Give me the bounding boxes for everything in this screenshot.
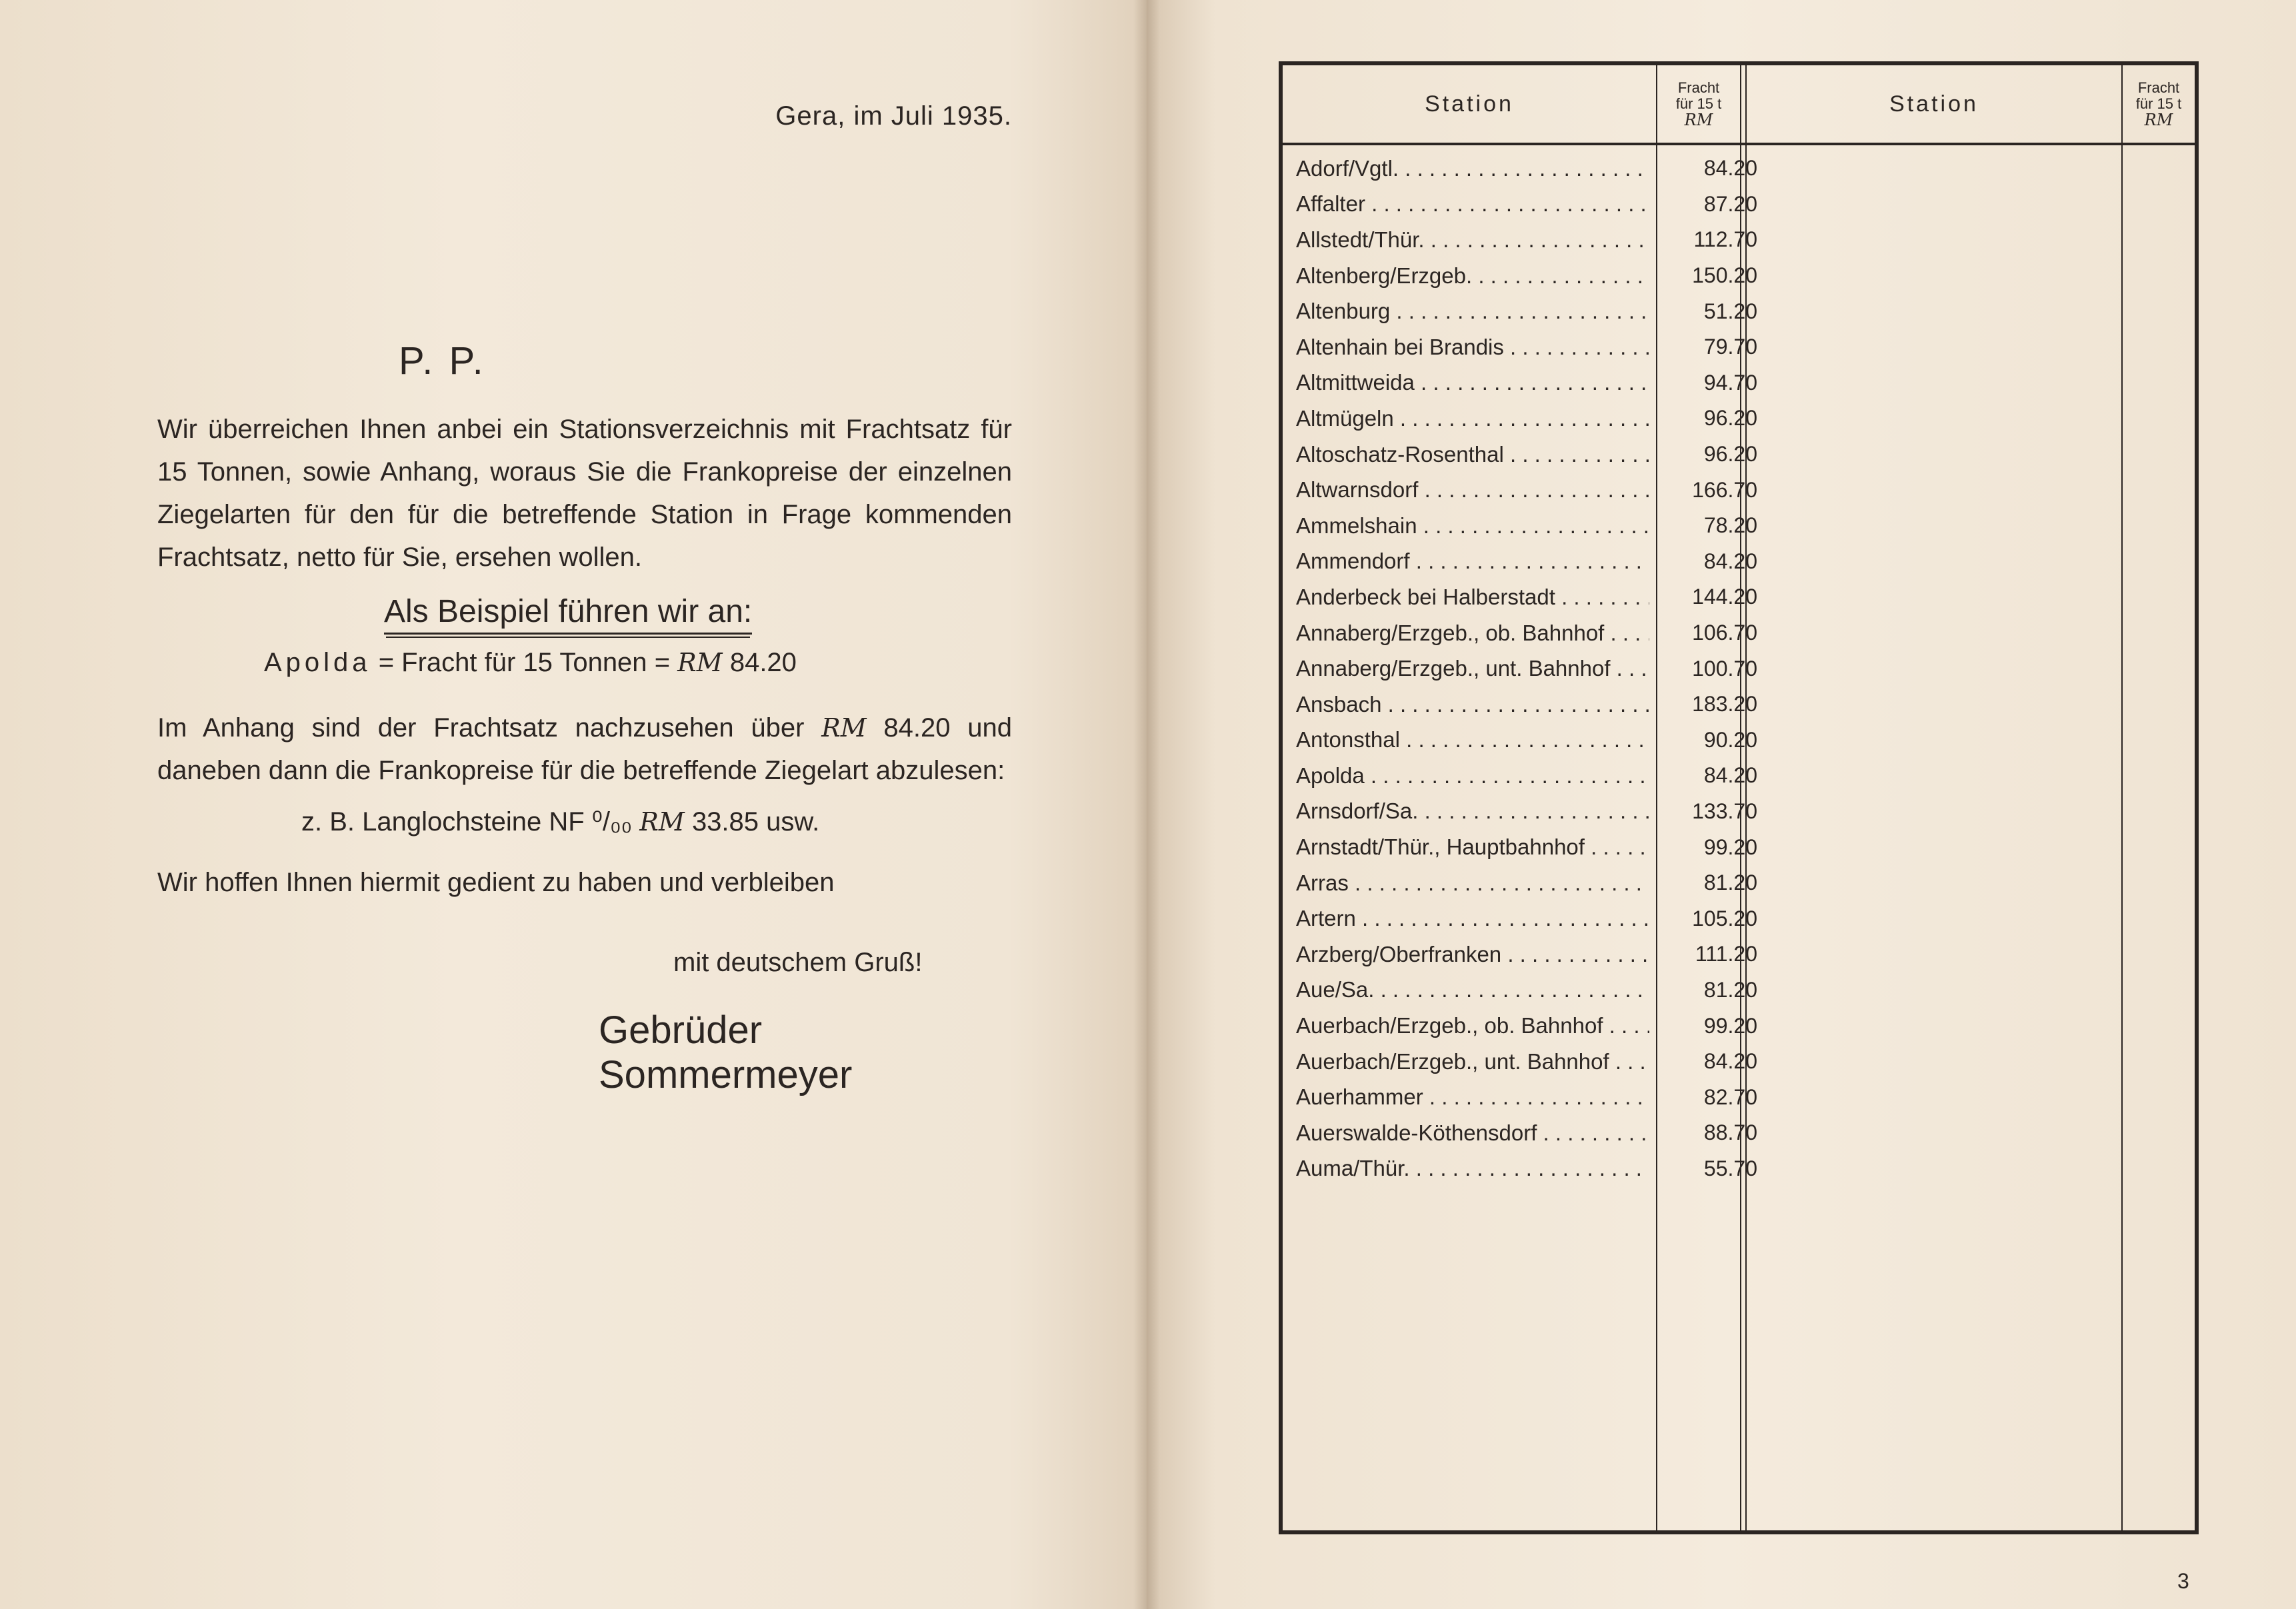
table-row <box>1287 794 1757 830</box>
freight-value: 183.20 <box>1692 692 1757 717</box>
salutation: P. P. <box>399 339 486 383</box>
closing-sentence: Wir hoffen Ihnen hiermit gedient zu haben und verbleiben <box>157 868 835 897</box>
station-name: Altoschatz-Rosenthal . . . <box>1287 442 1649 467</box>
book-gutter <box>1133 0 1160 1609</box>
station-name: Altenhain bei Brandis . . . <box>1287 335 1649 360</box>
header-freight-currency: RM <box>2144 111 2173 129</box>
freight-value: 105.20 <box>1692 906 1757 930</box>
station-name: Annaberg/Erzgeb., ob. Bahnhof . . . <box>1287 621 1649 646</box>
station-name: Apolda . . . <box>1287 763 1649 789</box>
station-name: Auma/Thür. . . . <box>1287 1156 1649 1181</box>
header-freight-left <box>1657 65 1740 143</box>
freight-value: 84.20 <box>1703 1049 1757 1074</box>
table-row <box>1287 472 1757 508</box>
freight-value: 90.20 <box>1703 727 1757 752</box>
station-name: Antonsthal . . . <box>1287 727 1649 753</box>
annex-text-1: Im Anhang sind der Frachtsatz nachzusehen über <box>157 713 805 743</box>
table-row <box>1287 936 1757 972</box>
page-number: 3 <box>2177 1569 2189 1593</box>
station-name: Artern . . . <box>1287 906 1649 931</box>
table-row <box>1287 293 1757 329</box>
header-station-left: Station <box>1425 91 1514 117</box>
freight-value: 88.70 <box>1703 1120 1757 1145</box>
table-row <box>1287 1151 1757 1187</box>
station-name: Auerbach/Erzgeb., unt. Bahnhof . . . <box>1287 1049 1649 1074</box>
example-heading-text: Als Beispiel führen wir an: <box>384 593 752 635</box>
table-row <box>1287 365 1757 401</box>
freight-value: 87.20 <box>1703 191 1757 216</box>
header-divider <box>1283 143 2195 145</box>
example-currency: RM <box>677 648 723 677</box>
table-row <box>1287 723 1757 759</box>
table-row <box>1287 437 1757 473</box>
freight-value: 78.20 <box>1703 513 1757 538</box>
table-row <box>1287 579 1757 615</box>
station-table <box>1279 61 2199 1534</box>
station-name: Allstedt/Thür. . . . <box>1287 227 1649 253</box>
greeting: mit deutschem Gruß! <box>673 948 923 977</box>
freight-value: 84.20 <box>1703 156 1757 181</box>
example-equals-1: = <box>378 648 395 677</box>
station-name: Arnstadt/Thür., Hauptbahnhof . . . <box>1287 834 1649 860</box>
table-row <box>1287 687 1757 723</box>
header-freight-line2: für 15 t <box>2135 95 2182 112</box>
example-text: Fracht für 15 Tonnen <box>401 648 647 677</box>
table-row <box>1287 615 1757 651</box>
table-body <box>1287 151 1757 1186</box>
freight-value: 94.70 <box>1703 370 1757 395</box>
table-row <box>1287 329 1757 365</box>
example-item-value: 33.85 usw. <box>691 807 820 836</box>
table-row <box>1287 972 1757 1008</box>
header-freight-currency: RM <box>1684 111 1713 129</box>
example-item-currency: RM <box>639 807 685 836</box>
header-freight-line1: Fracht <box>2137 79 2180 96</box>
annex-currency: RM <box>821 713 867 743</box>
freight-value: 96.20 <box>1703 442 1757 467</box>
table-row <box>1287 1044 1757 1080</box>
freight-value: 100.70 <box>1692 656 1757 681</box>
signature: Gebrüder Sommermeyer <box>599 1008 853 1096</box>
example-item-prefix: z. B. Langlochsteine NF <box>301 807 585 836</box>
station-name: Adorf/Vgtl. . . . <box>1287 156 1649 181</box>
header-freight-line1: Fracht <box>1677 79 1720 96</box>
freight-value: 81.20 <box>1703 870 1757 895</box>
place-date: Gera, im Juli 1935. <box>775 101 1012 131</box>
table-row <box>1287 187 1757 223</box>
station-name: Altwarnsdorf . . . <box>1287 477 1649 503</box>
header-freight-right <box>2123 65 2195 143</box>
table-row <box>1287 1008 1757 1044</box>
freight-value: 166.70 <box>1692 477 1757 502</box>
station-name: Auerbach/Erzgeb., ob. Bahnhof . . . <box>1287 1013 1649 1038</box>
example-value: 84.20 <box>729 648 797 677</box>
example-item-unit: ⁰/₀₀ <box>591 807 633 836</box>
table-row <box>1287 758 1757 794</box>
freight-value: 112.70 <box>1693 227 1757 252</box>
table-row <box>1287 401 1757 437</box>
table-row <box>1287 1079 1757 1115</box>
freight-value: 55.70 <box>1703 1156 1757 1180</box>
table-row <box>1287 865 1757 901</box>
freight-value: 84.20 <box>1703 763 1757 788</box>
example-equals-2: = <box>654 648 671 677</box>
example-station: Apolda <box>264 648 371 677</box>
freight-value: 144.20 <box>1692 585 1757 609</box>
station-name: Ansbach . . . <box>1287 692 1649 717</box>
freight-value: 81.20 <box>1703 977 1757 1002</box>
table-row <box>1287 829 1757 865</box>
station-name: Arras . . . <box>1287 870 1649 896</box>
column-divider <box>2121 65 2123 1530</box>
station-name: Auerswalde-Köthensdorf . . . <box>1287 1120 1649 1146</box>
header-freight-line2: für 15 t <box>1675 95 1722 112</box>
station-name: Affalter . . . <box>1287 191 1649 217</box>
freight-value: 99.20 <box>1703 1013 1757 1038</box>
freight-value: 79.70 <box>1703 335 1757 359</box>
freight-value: 96.20 <box>1703 406 1757 431</box>
station-name: Altenberg/Erzgeb. . . . <box>1287 263 1649 289</box>
station-name: Aue/Sa. . . . <box>1287 977 1649 1002</box>
freight-value: 111.20 <box>1695 942 1757 966</box>
station-name: Arzberg/Oberfranken . . . <box>1287 942 1649 967</box>
example-heading <box>384 593 811 635</box>
intro-paragraph: Wir überreichen Ihnen anbei ein Stationsverzeichnis mit Frachtsatz für 15 Tonnen, sowie Anhang, woraus Sie die Frankopreise der einzelnen Ziegelarten für den für die betreffende Station in Frage kommenden Frachtsatz, netto für Sie, ersehen wollen. <box>157 415 1012 572</box>
table-row <box>1287 1115 1757 1151</box>
table-row <box>1287 651 1757 687</box>
annex-paragraph <box>157 707 1012 792</box>
station-name: Arnsdorf/Sa. . . . <box>1287 799 1649 824</box>
station-name: Annaberg/Erzgeb., unt. Bahnhof . . . <box>1287 656 1649 681</box>
freight-value: 51.20 <box>1703 299 1757 323</box>
station-name: Ammelshain . . . <box>1287 513 1649 539</box>
freight-value: 82.70 <box>1703 1084 1757 1109</box>
freight-value: 84.20 <box>1703 549 1757 573</box>
table-row <box>1287 258 1757 294</box>
station-name: Altmügeln . . . <box>1287 406 1649 431</box>
freight-value: 106.70 <box>1692 621 1757 645</box>
table-row <box>1287 900 1757 936</box>
station-name: Altenburg . . . <box>1287 299 1649 324</box>
freight-value: 99.20 <box>1703 834 1757 859</box>
freight-value: 133.70 <box>1692 799 1757 823</box>
annex-text-2: 84.20 und daneben dann die Frankopreise für die betreffende Ziegelart abzulesen: <box>157 713 1012 785</box>
example-line <box>264 648 931 678</box>
station-name: Auerhammer . . . <box>1287 1084 1649 1110</box>
table-row <box>1287 508 1757 544</box>
table-row <box>1287 544 1757 580</box>
left-page <box>0 0 1147 1609</box>
example-item <box>301 806 901 837</box>
table-row <box>1287 151 1757 187</box>
freight-value: 150.20 <box>1692 263 1757 288</box>
station-name: Ammendorf . . . <box>1287 549 1649 574</box>
table-row <box>1287 222 1757 258</box>
station-name: Anderbeck bei Halberstadt . . . <box>1287 585 1649 610</box>
station-name: Altmittweida . . . <box>1287 370 1649 395</box>
header-station-right: Station <box>1889 91 1979 117</box>
